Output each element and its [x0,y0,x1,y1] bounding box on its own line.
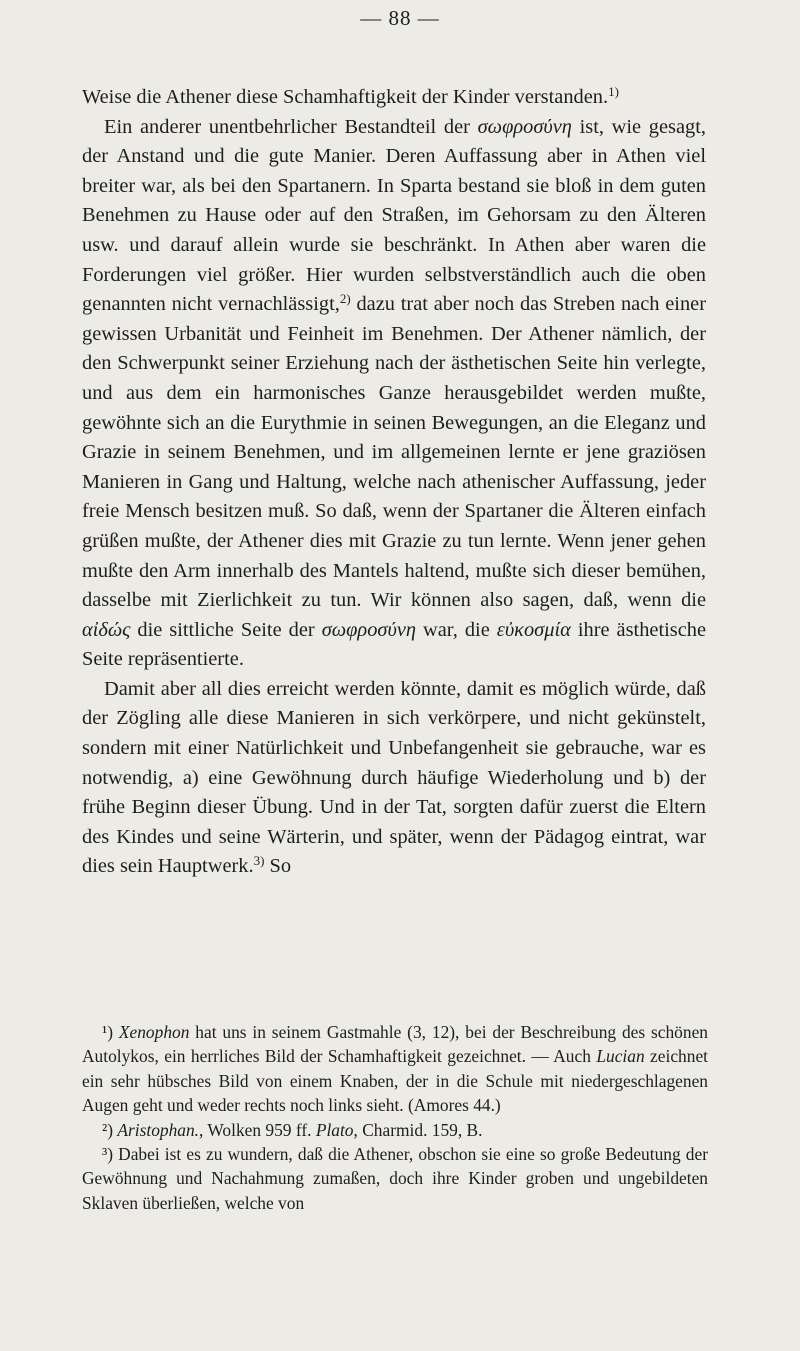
paragraph-2 [82,113,706,675]
paragraph-2-text-b: ist, wie gesagt, der Anstand und die gute Manier. Deren Auffassung aber in Athen viel breiter war, als bei den Spartanern. In Sparta bestand sie bloß in dem guten Benehmen zu Hause oder auf den Straßen, im Gehorsam zu den Älteren usw. und darauf allein wurde sie beschränkt. In Athen aber waren die Forderungen viel größer. Hier wurden selbstverständlich auch die oben genannten nicht vernachlässigt, [82,115,706,316]
footnote-ref-2: 2) [339,291,351,307]
footnote-2 [82,1118,708,1142]
paragraph-2-text-c: dazu trat aber noch das Streben nach einer gewissen Urbanität und Feinheit im Benehmen. Der Athener nämlich, der den Schwerpunkt seiner Erziehung nach der ästhetischen Seite hin verlegte, und aus dem ein harmonisches Ganze herausgebildet werden mußte, gewöhnte sich an die Eurythmie in seinen Bewegungen, an die Eleganz und Grazie in seinem Benehmen, und im allgemeinen lernte er jene graziösen Manieren in Gang und Haltung, welche nach athenischer Auffassung, jeder freie Mensch besitzen muß. So daß, wenn der Spartaner die Älteren einfach grüßen mußte, der Athener dies mit Grazie zu tun lernte. Wenn jener gehen mußte den Arm innerhalb des Mantels haltend, mußte sich dieser bemühen, dasselbe mit Zierlichkeit zu tun. Wir können also sagen, daß, wenn die [82,293,706,612]
footnote-3-mark: ³) [102,1144,114,1165]
greek-term-eukosmia: εὐκοσμία [496,618,571,641]
paragraph-3-text-a: Damit aber all dies erreicht werden könnte, damit es möglich würde, daß der Zögling alle diese Manieren in sich verkörpere, und nicht gekünstelt, sondern mit einer Natürlichkeit und Unbefangenheit sie gebrauche, war es notwendig, a) eine Gewöhnung durch häufige Wiederholung und b) der frühe Beginn dieser Übung. Und in der Tat, sorgten dafür zuerst die Eltern des Kindes und seine Wärterin, und später, wenn der Pädagog eintrat, war dies sein Hauptwerk. [82,677,706,878]
main-text [82,83,706,882]
footnote-2-author: Aristophan. [117,1119,200,1140]
paragraph-3-text-b: So [264,855,292,878]
footnote-2-author-2: Plato [315,1119,354,1140]
paragraph-3 [82,675,706,882]
footnote-1-author: Xenophon [118,1022,190,1042]
paragraph-2-text-e: war, die [415,618,497,641]
footnote-1-text: hat uns in seinem Gastmahle (3, 12), bei der Beschreibung des schönen Autolykos, ein herrliches Bild der Schamhaftigkeit gezeichnet. — Auch [82,1022,708,1067]
footnotes [82,1020,708,1215]
footnote-3 [82,1142,708,1215]
paragraph-2-text-a: Ein anderer unentbehrlicher Bestandteil der [104,115,478,138]
footnote-1 [82,1020,708,1118]
paragraph-1-text: Weise die Athener diese Schamhaftigkeit der Kinder verstanden. [82,86,609,108]
footnote-2-mark: ²) [102,1119,114,1140]
paragraph-1 [82,83,706,113]
greek-term-sophrosyne: σωφροσύνη [477,115,572,138]
page-number: — 88 — [360,6,440,30]
paragraph-2-text-f: ihre ästhetische Seite repräsentierte. [82,618,707,671]
greek-term-sophrosyne-2: σωφροσύνη [321,618,416,641]
footnote-2-text: , Wolken 959 ff. [199,1119,316,1140]
footnote-1-mark: ¹) [102,1022,114,1042]
footnote-3-text: Dabei ist es zu wundern, daß die Athener, obschon sie eine so große Bedeutung der Gewöhnung und Nachahmung zumaßen, doch ihre Kinder groben und ungebildeten Sklaven überließen, welche von [82,1144,708,1213]
paragraph-2-text-d: die sittliche Seite der [130,618,322,641]
footnote-ref-1: 1) [608,84,619,99]
footnote-2-text-2: , Charmid. 159, B. [353,1119,483,1140]
greek-term-aidos: αἰδώς [82,618,131,641]
footnote-ref-3: 3) [253,853,265,869]
footnote-1-text-2: zeichnet ein sehr hübsches Bild von einem Knaben, der in die Schule mit niedergeschlagenen Augen geht und weder rechts noch links sieht. (Amores 44.) [82,1046,708,1116]
footnote-1-author-2: Lucian [596,1046,645,1067]
